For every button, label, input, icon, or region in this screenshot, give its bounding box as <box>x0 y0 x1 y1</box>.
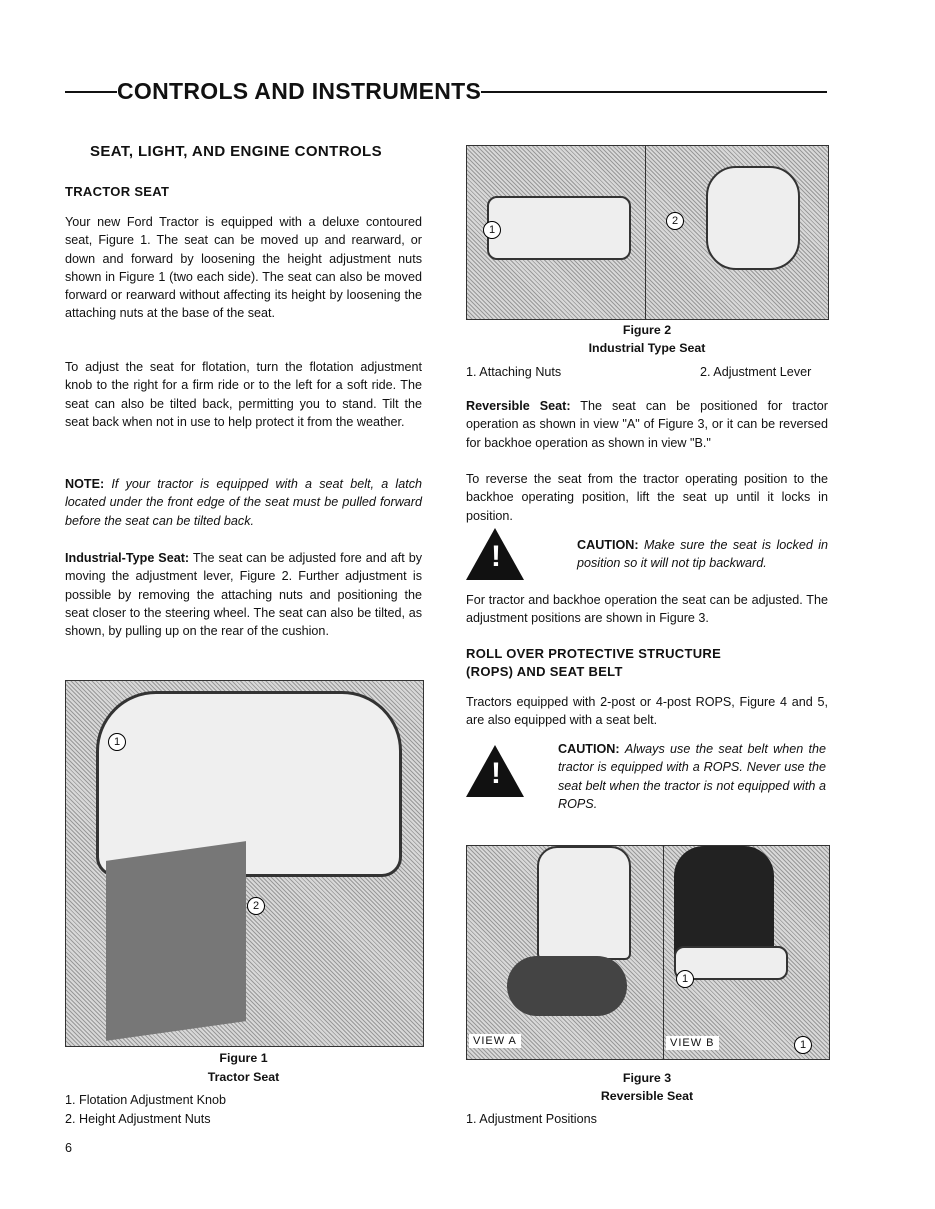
caution2-text: Always use the seat belt when the tractor is equipped with a ROPS. Never use the seat belt when the tractor is not equipped with a ROPS. <box>558 742 827 811</box>
caution1-text: Make sure the seat is locked in position so it will not tip backward. <box>577 538 829 571</box>
figure2-photo-right <box>645 145 829 320</box>
figure3-caption-title: Reversible Seat <box>600 1089 694 1103</box>
view-b-label: VIEW B <box>666 1036 719 1050</box>
seat-back-shape <box>96 691 402 877</box>
caution2-para <box>558 740 826 813</box>
figure1-callout-1: 1 <box>108 733 126 751</box>
seat-shape <box>706 166 800 270</box>
figure2-caption-title: Industrial Type Seat <box>588 341 706 355</box>
figure1-caption-num: Figure 1 <box>219 1051 268 1065</box>
figure2-caption-num: Figure 2 <box>622 323 672 337</box>
figure3-caption-num: Figure 3 <box>622 1071 672 1085</box>
figure1-photo <box>65 680 424 1047</box>
reverse-seat-para: To reverse the seat from the tractor operating position to the backhoe operating position, lift the seat up until it locks in position. <box>466 472 828 523</box>
reversible-label: Reversible Seat: <box>466 399 571 413</box>
figure1-legend-1: 1. Flotation Adjustment Knob <box>65 1093 227 1107</box>
industrial-text: The seat can be adjusted fore and aft by moving the adjustment lever, Figure 2. Further adjustment is possible by removing the attaching nuts and positioning the seat closer to the steering wheel. The seat can also be tilted, as shown, by pulling up on the rear of the cushion. <box>65 551 422 639</box>
figure3-callout-1a: 1 <box>676 970 694 988</box>
industrial-label: Industrial-Type Seat: <box>65 551 190 565</box>
section-title <box>65 78 827 105</box>
figure2-callout-1: 1 <box>483 221 501 239</box>
rops-heading-1: ROLL OVER PROTECTIVE STRUCTURE <box>466 646 722 661</box>
note-label: NOTE: <box>65 477 105 491</box>
figure2-legend-2: 2. Adjustment Lever <box>700 365 812 379</box>
title-rule-right <box>481 91 827 93</box>
title-rule-left <box>65 91 117 93</box>
seat-shape <box>487 196 631 260</box>
figure3-legend-1: 1. Adjustment Positions <box>466 1112 597 1126</box>
caution1-label: CAUTION: <box>577 538 639 552</box>
tractor-seat-para2: To adjust the seat for flotation, turn the flotation adjustment knob to the right for a firm ride or to the left for a soft ride. The seat can also be tilted back, permitting you to stand. Tilt the seat back when not in use to help protect it from the weather. <box>65 360 422 429</box>
rops-heading-2: (ROPS) AND SEAT BELT <box>466 664 623 679</box>
seat-cushion-shape <box>507 956 627 1016</box>
note-text: If your tractor is equipped with a seat belt, a latch located under the front edge of the seat must be pulled forward before the seat can be tilted back. <box>65 477 423 528</box>
figure1-legend-2: 2. Height Adjustment Nuts <box>65 1112 211 1126</box>
seat-bracket-shape <box>106 841 246 1041</box>
reversible-seat-para <box>466 397 828 452</box>
rops-para: Tractors equipped with 2-post or 4-post ROPS, Figure 4 and 5, are also equipped with a seat belt. <box>466 695 828 728</box>
figure1-callout-2: 2 <box>247 897 265 915</box>
heading-seat-light-engine: SEAT, LIGHT, AND ENGINE CONTROLS <box>90 143 382 160</box>
note-para <box>65 475 422 530</box>
reversible-text: The seat can be positioned for tractor operation as shown in view "A" of Figure 3, or it can be reversed for backhoe operation as shown in view "B." <box>466 399 828 450</box>
industrial-seat-para <box>65 549 422 640</box>
caution1-para <box>577 536 828 573</box>
figure3-photo-view-a <box>466 845 664 1060</box>
figure2-legend-1: 1. Attaching Nuts <box>466 365 562 379</box>
figure3-callout-1b: 1 <box>794 1036 812 1054</box>
figure2-photo-left <box>466 145 646 320</box>
caution2-label: CAUTION: <box>558 742 620 756</box>
section-title-text: CONTROLS AND INSTRUMENTS <box>117 78 482 104</box>
adjust-para: For tractor and backhoe operation the seat can be adjusted. The adjustment positions are shown in Figure 3. <box>466 593 828 626</box>
warning-triangle-icon: ! <box>466 528 524 580</box>
figure2-callout-2: 2 <box>666 212 684 230</box>
tractor-seat-para1: Your new Ford Tractor is equipped with a deluxe contoured seat, Figure 1. The seat can be moved up and rearward, or down and forward by loosening the height adjustment nuts shown in Figure 1 (two each side). The seat can also be moved forward or rearward without affecting its height by loosening the attaching nuts at the base of the seat. <box>65 215 422 321</box>
page-number: 6 <box>65 1141 73 1155</box>
seat-back-shape <box>537 846 631 960</box>
warning-triangle-icon: ! <box>466 745 524 797</box>
figure3-photo-view-b <box>663 845 830 1060</box>
view-a-label: VIEW A <box>469 1034 521 1048</box>
figure1-caption-title: Tractor Seat <box>207 1070 280 1084</box>
heading-tractor-seat: TRACTOR SEAT <box>65 184 170 199</box>
